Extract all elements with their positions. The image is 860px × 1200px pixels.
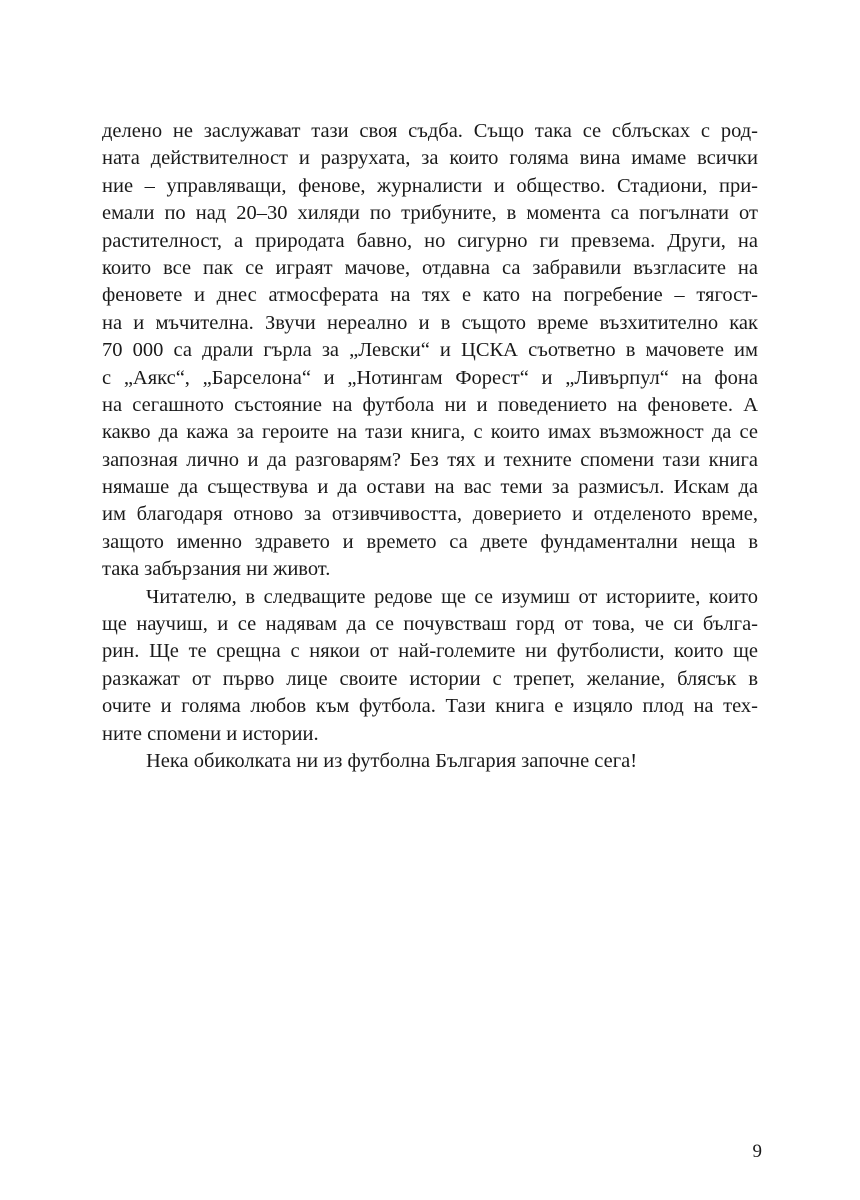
text-line: на сегашното състояние на футбола ни и поведението на феновете. А bbox=[102, 393, 758, 416]
text-line: делено не заслужават тази своя съдба. Също така се сблъсках с род- bbox=[102, 120, 758, 142]
text-line: Нека обиколката ни из футболна България започне сега! bbox=[146, 749, 638, 772]
body-text bbox=[102, 118, 758, 775]
text-line: растителност, а природата бавно, но сигурно ги превзема. Други, на bbox=[102, 229, 758, 252]
text-line: защото именно здравето и времето са двете фундаментални неща в bbox=[102, 530, 758, 553]
text-line: ние – управляващи, фенове, журналисти и общество. Стадиони, при- bbox=[102, 174, 758, 197]
text-line: ните спомени и истории. bbox=[102, 722, 319, 745]
paragraph-2 bbox=[102, 584, 758, 748]
text-line: емали по над 20–30 хиляди по трибуните, в момента са погълнати от bbox=[102, 202, 758, 225]
text-line: Читателю, в следващите редове ще се изумиш от историите, които bbox=[146, 585, 758, 608]
text-line: какво да кажа за героите на тази книга, с които имах възможност да се bbox=[102, 421, 758, 444]
text-line: нямаше да съществува и да остави на вас теми за размисъл. Искам да bbox=[102, 476, 758, 499]
text-line: 70 000 са драли гърла за „Левски“ и ЦСКА съответно в мачовете им bbox=[102, 339, 758, 362]
text-line: така забързания ни живот. bbox=[102, 558, 331, 581]
text-line: феновете и днес атмосферата на тях е като на погребение – тягост- bbox=[102, 284, 758, 307]
text-line: на и мъчителна. Звучи нереално и в същото време възхитително как bbox=[102, 311, 758, 334]
paragraph-3 bbox=[102, 748, 758, 775]
text-line: ната действителност и разрухата, за които голяма вина имаме всички bbox=[102, 147, 758, 170]
text-line: рин. Ще те срещна с някои от най-големите ни футболисти, които ще bbox=[102, 640, 758, 663]
paragraph-1 bbox=[102, 118, 758, 584]
text-line: запозная лично и да разговарям? Без тях и техните спомени тази книга bbox=[102, 448, 758, 471]
text-line: с „Аякс“, „Барселона“ и „Нотингам Форест“ и „Ливърпул“ на фона bbox=[102, 366, 758, 389]
page-number: 9 bbox=[752, 1141, 762, 1162]
text-line: които все пак се играят мачове, отдавна са забравили възгласите на bbox=[102, 256, 758, 279]
text-line: ще научиш, и се надявам да се почувстваш горд от това, че си бълга- bbox=[102, 613, 758, 636]
text-line: очите и голяма любов към футбола. Тази книга е изцяло плод на тех- bbox=[102, 695, 758, 718]
text-line: разкажат от първо лице своите истории с трепет, желание, блясък в bbox=[102, 667, 758, 690]
text-line: им благодаря отново за отзивчивостта, доверието и отделеното време, bbox=[102, 503, 758, 526]
